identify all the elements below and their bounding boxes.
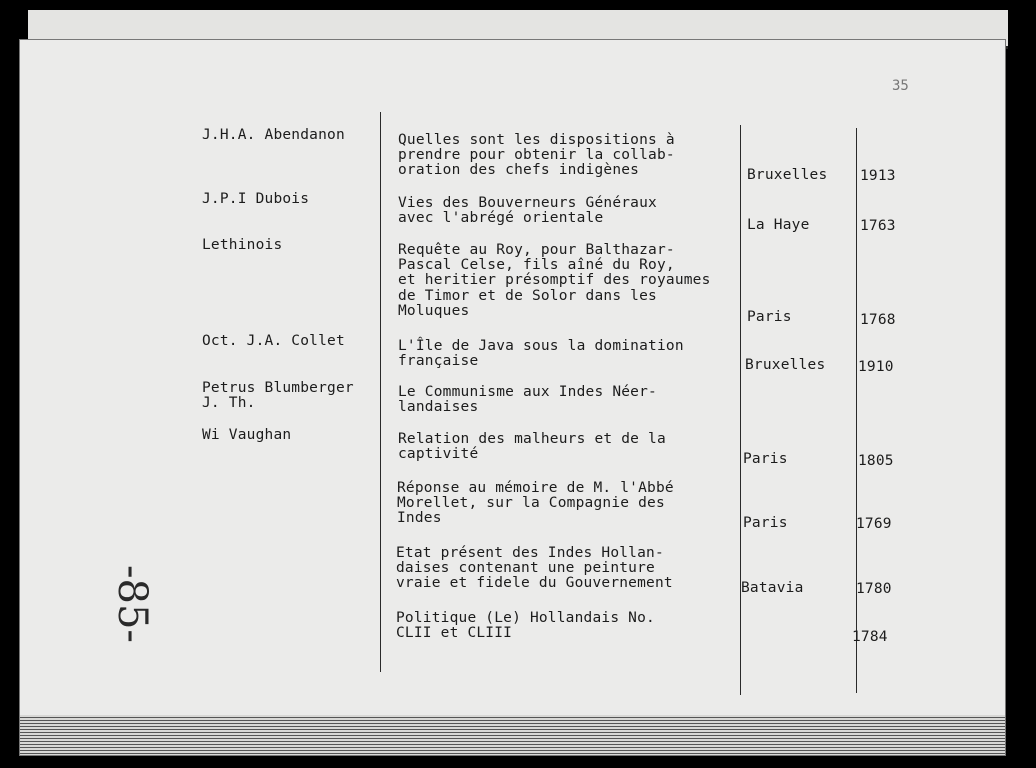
entry-6-place: Paris [743,451,788,467]
entry-1-year: 1913 [860,168,896,184]
entry-1-title: Quelles sont les dispositions à prendre pour obtenir la collab- oration des chefs indigènes [398,132,675,179]
page-number: 35 [892,78,909,94]
column-rule-2 [740,125,741,695]
entry-4-place: Bruxelles [745,357,826,373]
entry-7-place: Paris [743,515,788,531]
entry-7-year: 1769 [856,516,892,532]
entry-2-title: Vies des Bouverneurs Généraux avec l'abrégé orientale [398,195,657,227]
entry-3-year: 1768 [860,312,896,328]
entry-2-year: 1763 [860,218,896,234]
entry-9-year: 1784 [852,629,888,645]
entry-2-place: La Haye [747,217,810,233]
entry-8-year: 1780 [856,581,892,597]
entry-5-title: Le Communisme aux Indes Néer- landaises [398,384,657,416]
entry-2-author: J.P.I Dubois [202,191,310,207]
entry-4-year: 1910 [858,359,894,375]
entry-3-author: Lethinois [202,237,283,253]
entry-8-title: Etat présent des Indes Hollan- daises contenant une peinture vraie et fidele du Gouvernement [396,545,673,592]
entry-3-place: Paris [747,309,792,325]
entry-6-year: 1805 [858,453,894,469]
entry-4-author: Oct. J.A. Collet [202,333,345,349]
entry-7-title: Réponse au mémoire de M. l'Abbé Morellet, sur la Compagnie des Indes [397,480,674,527]
entry-9-title: Politique (Le) Hollandais No. CLII et CLIII [396,610,655,642]
handwritten-margin-number: -85- [109,565,155,643]
entry-6-author: Wi Vaughan [202,427,292,443]
entry-8-place: Batavia [741,580,804,596]
entry-1-author: J.H.A. Abendanon [202,127,345,143]
entry-6-title: Relation des malheurs et de la captivité [398,431,666,463]
entry-3-title: Requête au Roy, pour Balthazar- Pascal Celse, fils aîné du Roy, et heritier présomptif des royaumes de Timor et de Solor dans les Moluques [398,242,711,319]
stacked-page-edges [20,715,1005,755]
entry-1-place: Bruxelles [747,167,828,183]
column-rule-3 [856,128,857,693]
entry-4-title: L'Île de Java sous la domination française [398,338,684,370]
column-rule-1 [380,112,381,672]
entry-5-author: Petrus Blumberger J. Th. [202,380,354,412]
